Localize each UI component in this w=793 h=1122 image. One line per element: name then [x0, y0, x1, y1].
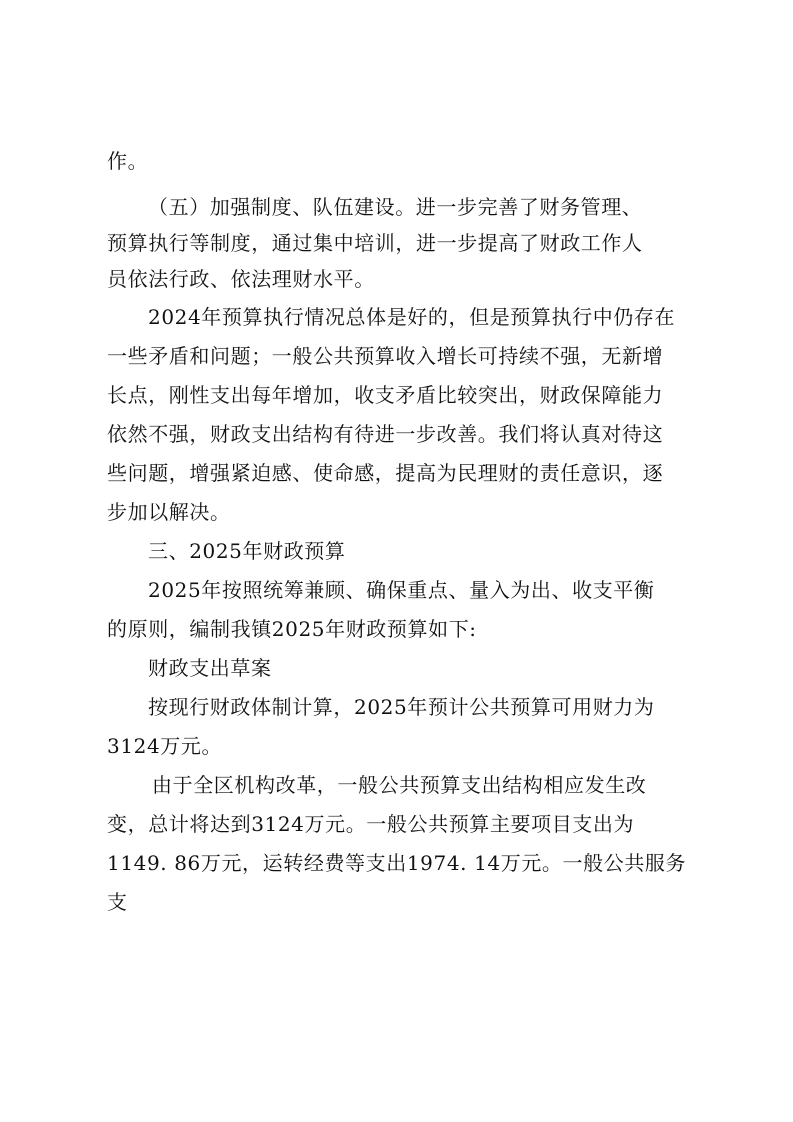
text-line: 步加以解决。	[107, 500, 231, 524]
text-line: 依然不强，财政支出结构有待进一步改善。我们将认真对待这	[107, 422, 664, 446]
text-line: 1149. 86万元，运转经费等支出1974. 14万元。一般公共服务	[107, 851, 687, 875]
text-line: 的原则，编制我镇2025年财政预算如下:	[107, 617, 477, 641]
section-heading-five: （五）加强制度、队伍建设。进一步完善了财务管理、	[148, 195, 643, 219]
text-line: 些问题，增强紧迫感、使命感，提高为民理财的责任意识，逐	[107, 461, 664, 485]
text-line: 按现行财政体制计算，2025年预计公共预算可用财力为	[148, 695, 655, 719]
text-line: 一些矛盾和问题；一般公共预算收入增长可持续不强，无新增	[107, 344, 664, 368]
text-line: 预算执行等制度，通过集中培训，进一步提高了财政工作人	[107, 231, 643, 255]
text-line: 由于全区机构改革，一般公共预算支出结构相应发生改	[152, 773, 647, 797]
text-line: 作。	[107, 149, 149, 173]
text-line: 变，总计将达到3124万元。一般公共预算主要项目支出为	[107, 812, 635, 836]
text-line: 支	[107, 890, 128, 914]
section-heading-three: 三、2025年财政预算	[148, 539, 346, 563]
subheading: 财政支出草案	[148, 656, 272, 680]
text-line: 长点，刚性支出每年增加，收支矛盾比较突出，财政保障能力	[107, 383, 664, 407]
text-line: 3124万元。	[107, 734, 223, 758]
text-line: 2025年按照统筹兼顾、确保重点、量入为出、收支平衡	[148, 578, 655, 602]
text-line: 2024年预算执行情况总体是好的，但是预算执行中仍存在	[148, 305, 676, 329]
text-line: 员依法行政、依法理财水平。	[107, 267, 375, 291]
